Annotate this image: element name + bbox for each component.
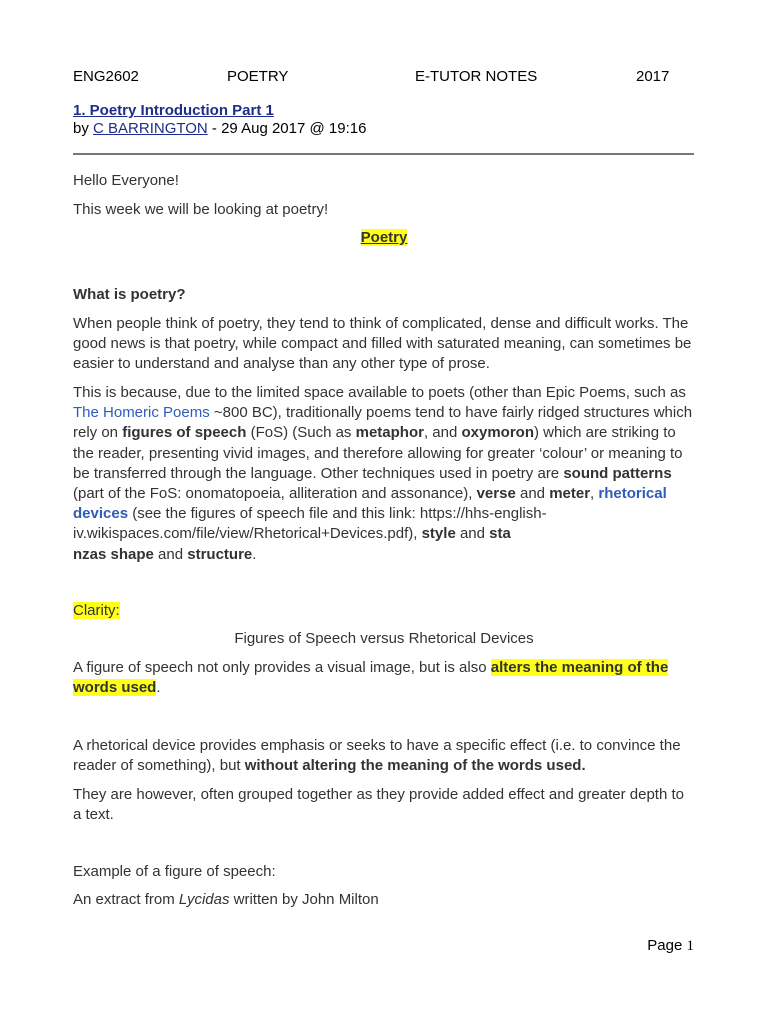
divider <box>73 153 694 155</box>
page-label: Page <box>647 937 687 954</box>
greeting: Hello Everyone! <box>73 172 179 189</box>
clarity-label <box>73 601 695 621</box>
byline <box>73 120 366 138</box>
bold-term: structure <box>187 545 253 563</box>
post-date: - 29 Aug 2017 @ 19:16 <box>207 120 367 137</box>
subheading: Figures of Speech versus Rhetorical Devices <box>234 630 534 647</box>
homeric-poems-link[interactable]: The Homeric Poems <box>73 404 210 422</box>
example-heading: Example of a figure of speech: <box>73 863 276 880</box>
text-run: . <box>156 679 161 697</box>
page-number-value: 1 <box>686 938 694 954</box>
notes-label: E-TUTOR NOTES <box>415 68 538 85</box>
question-heading: What is poetry? <box>73 286 186 303</box>
text-run: (FoS) (Such as <box>246 424 356 442</box>
subject-label: POETRY <box>227 68 289 85</box>
highlighted-text: words used <box>73 679 157 697</box>
text-run: ~800 BC), traditionally poems tend to have fairly ridged structures which rely on <box>73 404 693 442</box>
text-run: and <box>515 485 550 503</box>
course-code: ENG2602 <box>73 68 139 85</box>
bold-term: nzas shape <box>73 545 154 563</box>
byline-by: by <box>73 120 94 137</box>
figure-of-speech-definition <box>73 658 695 698</box>
grouped-text: They are however, often grouped together as they provide added effect and greater depth to a text. <box>73 786 684 824</box>
text-run: (see the figures of speech file and this link: https://hhs-english-iv.wikispaces.com/file/view/Rhetorical+Devices.pdf), <box>73 505 547 543</box>
poetry-heading-text: Poetry <box>360 229 408 246</box>
highlighted-text: alters the meaning of the <box>490 659 669 676</box>
intro-text: This week we will be looking at poetry! <box>73 201 329 218</box>
text-run: A rhetorical device provides emphasis or seeks to have a specific effect (i.e. to convince the reader of something), but <box>73 737 681 775</box>
bold-term: meter <box>549 485 591 503</box>
bold-term: metaphor <box>355 424 424 442</box>
post-title-link[interactable]: 1. Poetry Introduction Part 1 <box>73 102 274 119</box>
bold-term: without altering the meaning of the words used. <box>244 757 586 775</box>
text-run: written by John Milton <box>229 891 379 908</box>
text-run: , and <box>423 424 462 442</box>
bold-term: style <box>421 525 456 543</box>
text-run: An extract from <box>73 891 179 908</box>
bold-term: sta <box>489 525 511 543</box>
bold-term: verse <box>476 485 516 503</box>
bold-term: figures of speech <box>122 424 247 442</box>
paragraph-2 <box>73 383 695 565</box>
text-run: A figure of speech not only provides a visual image, but is also <box>73 659 491 676</box>
text-run: . <box>252 545 257 563</box>
poetry-heading <box>73 228 695 248</box>
year-label: 2017 <box>636 68 670 85</box>
paragraph-1: When people think of poetry, they tend to think of complicated, dense and difficult works. The good news is that poetry, while compact and filled with saturated meaning, can sometimes be easier to understand and analyse than any other type of prose. <box>73 315 692 373</box>
rhetorical-device-definition <box>73 736 695 776</box>
rhetorical-devices-link[interactable]: rhetorical devices <box>73 485 667 523</box>
text-run: and <box>455 525 490 543</box>
author-link[interactable]: C BARRINGTON <box>93 120 208 137</box>
poem-title: Lycidas <box>178 891 230 908</box>
text-run: This is because, due to the limited space available to poets (other than Epic Poems, such as <box>73 384 686 401</box>
text-run: and <box>153 545 188 563</box>
bold-term: oxymoron <box>461 424 534 442</box>
text-run: , <box>590 485 599 503</box>
text-run: (part of the FoS: onomatopoeia, alliteration and assonance), <box>73 485 477 503</box>
page-number <box>647 936 694 956</box>
text-run: ) which are striking to the reader, presenting vivid images, and therefore allowing for greater ‘colour’ or meaning to be transferred through the language. Other techniques used in poetry are <box>73 424 683 482</box>
clarity-text: Clarity: <box>73 602 120 619</box>
bold-term: sound patterns <box>563 464 672 482</box>
extract-line <box>73 890 695 910</box>
